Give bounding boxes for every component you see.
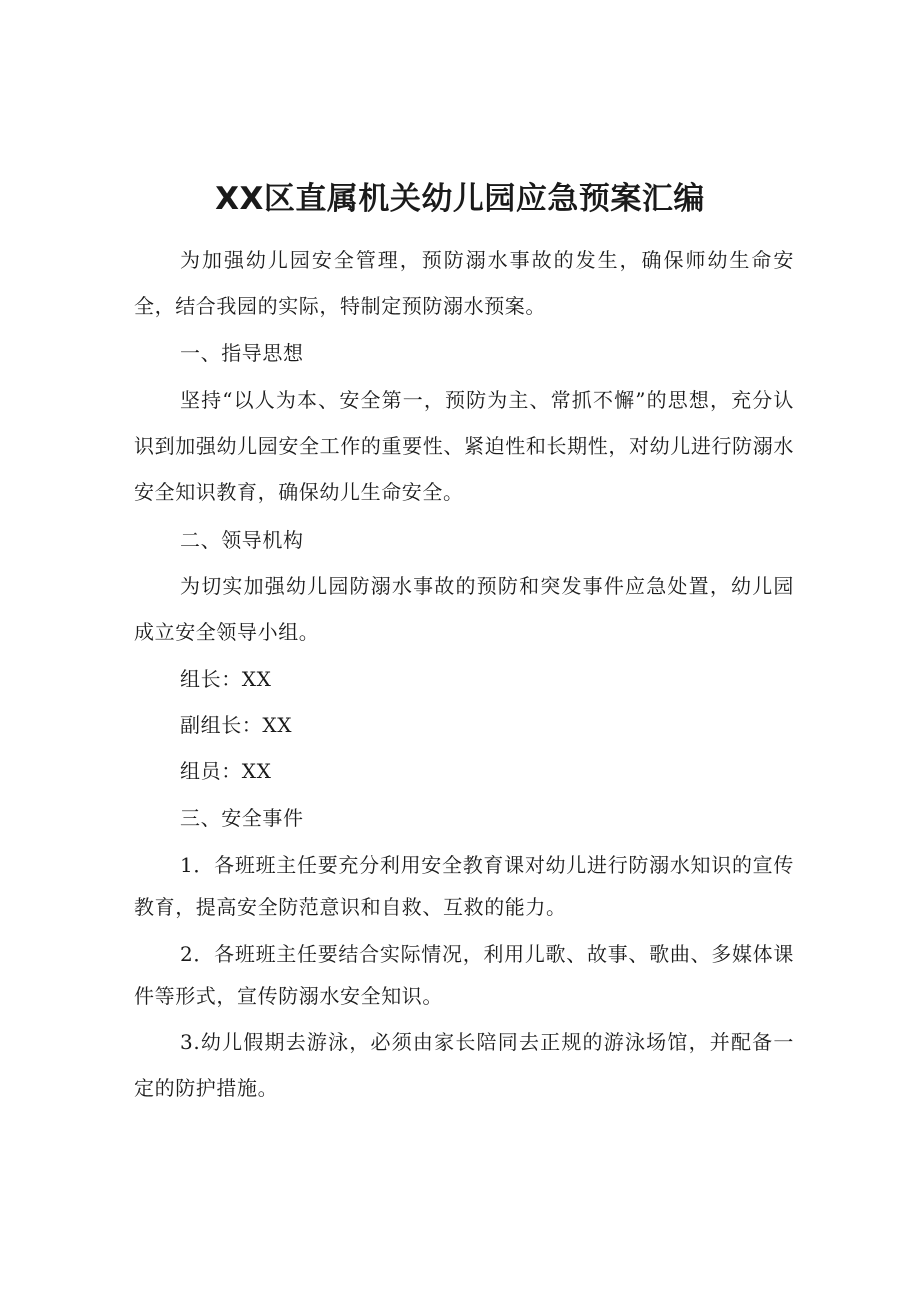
- deputy-leader-line: 副组长：XX: [180, 713, 293, 737]
- section-heading-safety-events: 三、安全事件: [180, 806, 304, 830]
- section-heading-leadership: 二、领导机构: [180, 528, 304, 552]
- document-title: XX区直属机关幼儿园应急预案汇编: [215, 181, 705, 217]
- members-line: 组员：XX: [180, 759, 272, 783]
- guiding-ideology-paragraph: 坚持“以人为本、安全第一，预防为主、常抓不懈”的思想，充分认识到加强幼儿园安全工作的重要性、紧迫性和长期性，对幼儿进行防溺水安全知识教育，确保幼儿生命安全。: [134, 388, 794, 504]
- team-leader-line: 组长：XX: [180, 667, 272, 691]
- safety-item-2: 2．各班班主任要结合实际情况，利用儿歌、故事、歌曲、多媒体课件等形式，宣传防溺水安全知识。: [134, 942, 794, 1008]
- safety-item-3: 3.幼儿假期去游泳，必须由家长陪同去正规的游泳场馆，并配备一定的防护措施。: [134, 1030, 794, 1100]
- safety-item-1: 1．各班班主任要充分利用安全教育课对幼儿进行防溺水知识的宣传教育，提高安全防范意识和自救、互救的能力。: [134, 853, 794, 919]
- intro-paragraph: 为加强幼儿园安全管理，预防溺水事故的发生，确保师幼生命安全，结合我园的实际，特制定预防溺水预案。: [134, 248, 794, 318]
- section-heading-guiding-ideology: 一、指导思想: [180, 341, 304, 365]
- leadership-paragraph: 为切实加强幼儿园防溺水事故的预防和突发事件应急处置，幼儿园成立安全领导小组。: [134, 574, 794, 644]
